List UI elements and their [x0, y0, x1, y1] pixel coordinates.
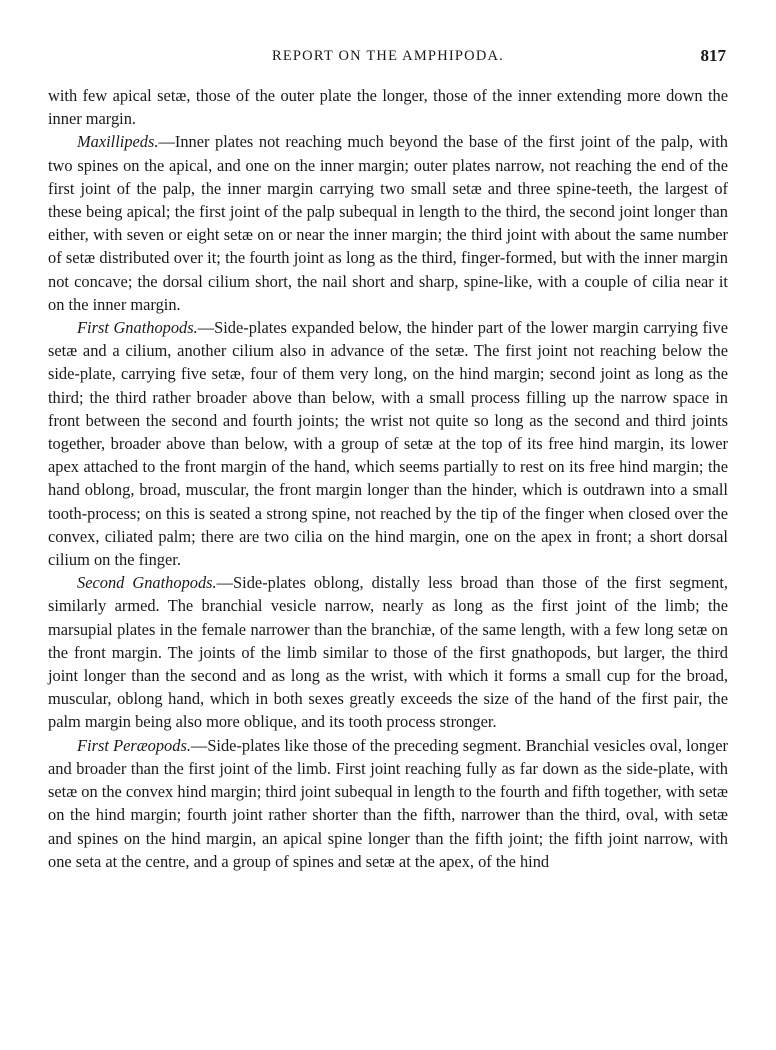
paragraph-first-gnathopods: [48, 316, 728, 571]
paragraph-heading: First Gnathopods.: [77, 318, 198, 338]
paragraph-maxillipeds: [48, 130, 728, 316]
paragraph-heading: Maxillipeds.: [77, 132, 159, 152]
body-text: [48, 84, 728, 873]
page: [48, 46, 728, 873]
paragraph-text: —Inner plates not reaching much beyond the base of the first joint of the palp, with two spines on the apical, and one on the inner margin; outer plates narrow, not reaching the end of the first joint of the palp, the inner margin carrying two small setæ and three spine-teeth, the largest of these being apical; the first joint of the palp subequal in length to the third, the second joint longer than either, with seven or eight setæ on or near the inner margin; the third joint with about the same number of setæ distributed over it; the fourth joint as long as the third, finger-formed, but with the inner margin not concave; the dorsal cilium short, the nail short and sharp, spine-like, with a couple of cilia near it on the inner margin.: [48, 132, 728, 314]
paragraph-text: —Side-plates expanded below, the hinder part of the lower margin carrying five setæ and a cilium, another cilium also in advance of the setæ. The first joint not reaching below the side-plate, carrying five setæ, four of them very long, on the hind margin; second joint as long as the third; the third rather broader above than below, with a small process filling up the narrow space in front between the second and fourth joints; the wrist not quite so long as the second and third joints together, broader above than below, with a group of setæ at the top of its free hind margin, its lower apex attached to the front margin of the hand, which seems partially to rest on its free hind margin; the hand oblong, broad, muscular, the front margin longer than the hinder, which is outdrawn into a small tooth-process; on this is seated a strong spine, not reached by the tip of the finger when closed over the convex, ciliated palm; there are two cilia on the hind margin, one on the apex in front; a short dorsal cilium on the finger.: [48, 318, 728, 570]
paragraph-second-gnathopods: [48, 571, 728, 733]
paragraph-text: —Side-plates like those of the preceding segment. Branchial vesicles oval, longer and broader than the first joint of the limb. First joint reaching fully as far down as the side-plate, with setæ on the convex hind margin; third joint subequal in length to the fourth and fifth together, with setæ on the hind margin; fourth joint rather shorter than the fifth, narrower than the third, oval, with setæ and spines on the hind margin, an apical spine longer than the fifth joint; the fifth joint narrow, with one seta at the centre, and a group of spines and setæ at the apex, of the hind: [48, 735, 728, 871]
paragraph-continuation: [48, 84, 728, 130]
running-title: REPORT ON THE AMPHIPODA.: [271, 48, 505, 64]
paragraph-text: —Side-plates oblong, distally less broad than those of the first segment, similarly armed. The branchial vesicle narrow, nearly as long as the first joint of the limb; the marsupial plates in the female narrower than the branchiæ, of the same length, with a few long setæ on the front margin. The joints of the limb similar to those of the first gnathopods, but larger, the third joint longer than the second and as long as the wrist, with which it forms a small cup for the broad, muscular, oblong hand, which in both sexes greatly exceeds the size of the hand of the first pair, the palm margin being also more oblique, and its tooth process stronger.: [48, 573, 728, 732]
paragraph-heading: Second Gnathopods.: [77, 573, 217, 593]
paragraph-first-peraeopods: [48, 734, 728, 873]
running-head: [48, 46, 728, 70]
page-number: 817: [700, 46, 726, 65]
paragraph-heading: First Peræopods.: [77, 735, 191, 755]
paragraph-text: with few apical setæ, those of the outer plate the longer, those of the inner extending more down the inner margin.: [48, 86, 728, 129]
